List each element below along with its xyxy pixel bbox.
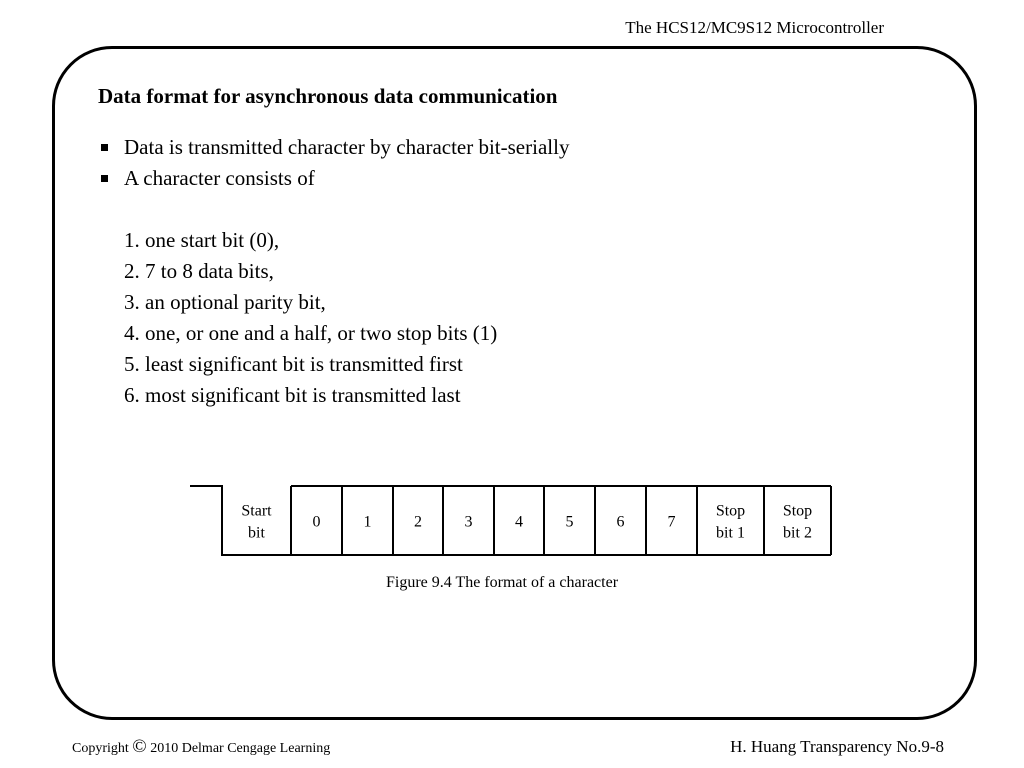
bullet-text: Data is transmitted character by character bit-serially [124, 135, 570, 159]
footer-copyright [72, 736, 330, 758]
cell-label: bit [248, 524, 265, 542]
cell-label: bit 1 [716, 524, 745, 542]
slide-title: Data format for asynchronous data communication [98, 84, 558, 108]
bullet-text: A character consists of [124, 166, 315, 190]
copyright-prefix: Copyright [72, 741, 129, 756]
cell-label: 3 [464, 513, 473, 531]
copyright-text: 2010 Delmar Cengage Learning [150, 741, 331, 756]
cell-label: 7 [667, 513, 676, 531]
cell-label: 4 [515, 513, 523, 531]
list-item: 6. most significant bit is transmitted last [124, 383, 461, 407]
cell-label: Stop [782, 502, 813, 520]
footer-page-label: H. Huang Transparency No.9-8 [730, 737, 944, 756]
cell-label: Stop [715, 502, 746, 520]
list-item: 3. an optional parity bit, [124, 290, 326, 314]
list-item: 1. one start bit (0), [124, 228, 280, 252]
idle-line [190, 486, 291, 555]
figure-caption: Figure 9.4 The format of a character [385, 574, 619, 591]
cell-label: 6 [616, 513, 625, 531]
list-item: 2. 7 to 8 data bits, [124, 259, 274, 283]
cell-label: 1 [363, 513, 372, 531]
cell-label: bit 2 [783, 524, 812, 542]
cell-label: 0 [312, 513, 321, 531]
header-title: The HCS12/MC9S12 Microcontroller [625, 18, 884, 37]
cell-label: 5 [565, 513, 574, 531]
copyright-symbol: © [132, 736, 147, 757]
cell-label: Start [241, 502, 272, 520]
cell-label: 2 [414, 513, 422, 531]
list-item: 4. one, or one and a half, or two stop bits (1) [124, 321, 498, 345]
list-item: 5. least significant bit is transmitted first [124, 352, 463, 376]
